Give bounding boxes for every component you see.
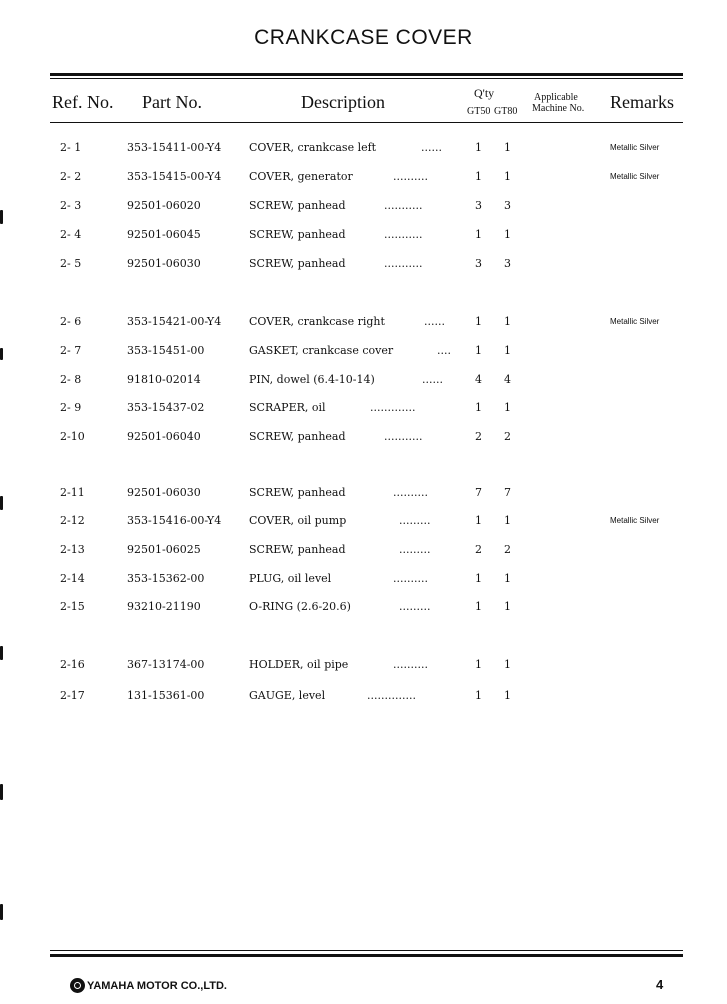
qty-gt50-cell: 3 — [475, 199, 482, 212]
qty-gt50-cell: 3 — [475, 257, 482, 270]
qty-gt50-cell: 1 — [475, 228, 482, 241]
qty-gt50-cell: 1 — [475, 344, 482, 357]
qty-gt50-cell: 1 — [475, 689, 482, 702]
qty-gt50-cell: 1 — [475, 170, 482, 183]
qty-gt50-cell: 2 — [475, 543, 482, 556]
ref-cell: 2- 2 — [60, 170, 82, 183]
leader-dots: .... — [437, 344, 451, 357]
part-cell: 353-15416-00-Y4 — [127, 514, 222, 527]
qty-gt50-cell: 1 — [475, 572, 482, 585]
part-cell: 92501-06045 — [127, 228, 201, 241]
edge-mark — [0, 348, 3, 360]
ref-cell: 2-14 — [60, 572, 85, 585]
desc-cell: HOLDER, oil pipe — [249, 658, 349, 671]
header-applicable: Applicable — [534, 92, 578, 103]
edge-mark — [0, 904, 3, 920]
desc-cell: SCREW, panhead — [249, 543, 346, 556]
company-name: YAMAHA MOTOR CO.,LTD. — [87, 979, 227, 992]
leader-dots: ........... — [384, 199, 423, 212]
qty-gt80-cell: 1 — [504, 689, 511, 702]
desc-cell: COVER, crankcase left — [249, 141, 377, 154]
desc-cell: GAUGE, level — [249, 689, 326, 702]
desc-cell: PIN, dowel (6.4-10-14) — [249, 373, 375, 386]
qty-gt80-cell: 1 — [504, 344, 511, 357]
table-row — [0, 373, 727, 389]
ref-cell: 2-15 — [60, 600, 85, 613]
ref-cell: 2- 4 — [60, 228, 82, 241]
desc-cell: SCREW, panhead — [249, 430, 346, 443]
ref-cell: 2- 6 — [60, 315, 82, 328]
ref-cell: 2- 8 — [60, 373, 82, 386]
header-ref: Ref. No. — [52, 92, 114, 112]
leader-dots: ........... — [384, 257, 423, 270]
qty-gt80-cell: 1 — [504, 315, 511, 328]
desc-cell: GASKET, crankcase cover — [249, 344, 394, 357]
qty-gt50-cell: 7 — [475, 486, 482, 499]
desc-cell: COVER, oil pump — [249, 514, 347, 527]
ref-cell: 2-16 — [60, 658, 85, 671]
qty-gt80-cell: 3 — [504, 199, 511, 212]
part-cell: 92501-06025 — [127, 543, 201, 556]
header-rule-top-thin — [50, 78, 683, 79]
leader-dots: ...... — [424, 315, 445, 328]
edge-mark — [0, 496, 3, 510]
part-cell: 92501-06030 — [127, 486, 201, 499]
table-row — [0, 228, 727, 244]
leader-dots: .............. — [367, 689, 416, 702]
desc-cell: O-RING (2.6-20.6) — [249, 600, 351, 613]
header-description: Description — [301, 92, 385, 112]
leader-dots: ...... — [422, 373, 443, 386]
part-cell: 353-15437-02 — [127, 401, 205, 414]
table-row — [0, 401, 727, 417]
qty-gt50-cell: 1 — [475, 315, 482, 328]
table-row — [0, 543, 727, 559]
table-row — [0, 689, 727, 705]
desc-cell: PLUG, oil level — [249, 572, 332, 585]
footer-brand — [70, 978, 227, 993]
qty-gt50-cell: 1 — [475, 401, 482, 414]
desc-cell: SCREW, panhead — [249, 486, 346, 499]
table-row — [0, 344, 727, 360]
table-row — [0, 257, 727, 273]
ref-cell: 2- 5 — [60, 257, 82, 270]
qty-gt50-cell: 2 — [475, 430, 482, 443]
table-row — [0, 199, 727, 215]
ref-cell: 2- 3 — [60, 199, 82, 212]
leader-dots: .......... — [393, 170, 428, 183]
leader-dots: ........... — [384, 430, 423, 443]
ref-cell: 2-13 — [60, 543, 85, 556]
header-remarks: Remarks — [610, 92, 674, 112]
part-cell: 353-15415-00-Y4 — [127, 170, 222, 183]
qty-gt50-cell: 1 — [475, 658, 482, 671]
part-cell: 91810-02014 — [127, 373, 201, 386]
remarks-cell: Metallic Silver — [610, 172, 660, 181]
remarks-cell: Metallic Silver — [610, 143, 660, 152]
part-cell: 353-15421-00-Y4 — [127, 315, 222, 328]
header-rule-bottom — [50, 122, 683, 123]
page-number: 4 — [656, 977, 664, 992]
header-machine-no: Machine No. — [532, 103, 585, 114]
table-row — [0, 600, 727, 616]
table-row — [0, 572, 727, 588]
leader-dots: .......... — [393, 658, 428, 671]
part-cell: 92501-06030 — [127, 257, 201, 270]
ref-cell: 2-17 — [60, 689, 85, 702]
qty-gt80-cell: 1 — [504, 141, 511, 154]
header-qty-gt80: GT80 — [494, 106, 518, 117]
leader-dots: ......... — [399, 543, 431, 556]
desc-cell: COVER, generator — [249, 170, 353, 183]
table-row — [0, 430, 727, 446]
ref-cell: 2- 9 — [60, 401, 82, 414]
qty-gt80-cell: 1 — [504, 600, 511, 613]
edge-mark — [0, 784, 3, 800]
table-row — [0, 514, 727, 530]
header-qty: Q'ty — [474, 86, 495, 100]
header-part: Part No. — [142, 92, 202, 112]
qty-gt80-cell: 7 — [504, 486, 511, 499]
table-row — [0, 170, 727, 186]
yamaha-logo-icon — [70, 978, 85, 993]
qty-gt80-cell: 2 — [504, 430, 511, 443]
ref-cell: 2-10 — [60, 430, 85, 443]
leader-dots: ......... — [399, 600, 431, 613]
header-rule-top — [50, 73, 683, 76]
ref-cell: 2- 7 — [60, 344, 82, 357]
leader-dots: ......... — [399, 514, 431, 527]
table-row — [0, 658, 727, 674]
qty-gt80-cell: 1 — [504, 658, 511, 671]
desc-cell: SCREW, panhead — [249, 257, 346, 270]
ref-cell: 2-12 — [60, 514, 85, 527]
table-row — [0, 141, 727, 157]
desc-cell: COVER, crankcase right — [249, 315, 385, 328]
leader-dots: ............. — [370, 401, 416, 414]
qty-gt50-cell: 4 — [475, 373, 482, 386]
desc-cell: SCREW, panhead — [249, 228, 346, 241]
edge-mark — [0, 646, 3, 660]
page-title: CRANKCASE COVER — [254, 26, 473, 49]
header-qty-gt50: GT50 — [467, 106, 491, 117]
part-cell: 93210-21190 — [127, 600, 201, 613]
qty-gt80-cell: 1 — [504, 401, 511, 414]
part-cell: 353-15362-00 — [127, 572, 205, 585]
part-cell: 92501-06040 — [127, 430, 201, 443]
footer-rule-bottom — [50, 954, 683, 957]
footer-rule-top — [50, 950, 683, 951]
qty-gt50-cell: 1 — [475, 514, 482, 527]
part-cell: 92501-06020 — [127, 199, 201, 212]
qty-gt80-cell: 1 — [504, 514, 511, 527]
desc-cell: SCREW, panhead — [249, 199, 346, 212]
remarks-cell: Metallic Silver — [610, 516, 660, 525]
table-row — [0, 486, 727, 502]
part-cell: 367-13174-00 — [127, 658, 205, 671]
part-cell: 353-15451-00 — [127, 344, 205, 357]
qty-gt80-cell: 3 — [504, 257, 511, 270]
qty-gt80-cell: 1 — [504, 170, 511, 183]
remarks-cell: Metallic Silver — [610, 317, 660, 326]
qty-gt80-cell: 4 — [504, 373, 511, 386]
desc-cell: SCRAPER, oil — [249, 401, 326, 414]
part-cell: 353-15411-00-Y4 — [127, 141, 222, 154]
ref-cell: 2- 1 — [60, 141, 82, 154]
leader-dots: ...... — [421, 141, 442, 154]
ref-cell: 2-11 — [60, 486, 85, 499]
qty-gt50-cell: 1 — [475, 141, 482, 154]
part-cell: 131-15361-00 — [127, 689, 205, 702]
leader-dots: .......... — [393, 486, 428, 499]
leader-dots: ........... — [384, 228, 423, 241]
qty-gt80-cell: 1 — [504, 572, 511, 585]
leader-dots: .......... — [393, 572, 428, 585]
qty-gt80-cell: 1 — [504, 228, 511, 241]
qty-gt80-cell: 2 — [504, 543, 511, 556]
edge-mark — [0, 210, 3, 224]
qty-gt50-cell: 1 — [475, 600, 482, 613]
table-row — [0, 315, 727, 331]
